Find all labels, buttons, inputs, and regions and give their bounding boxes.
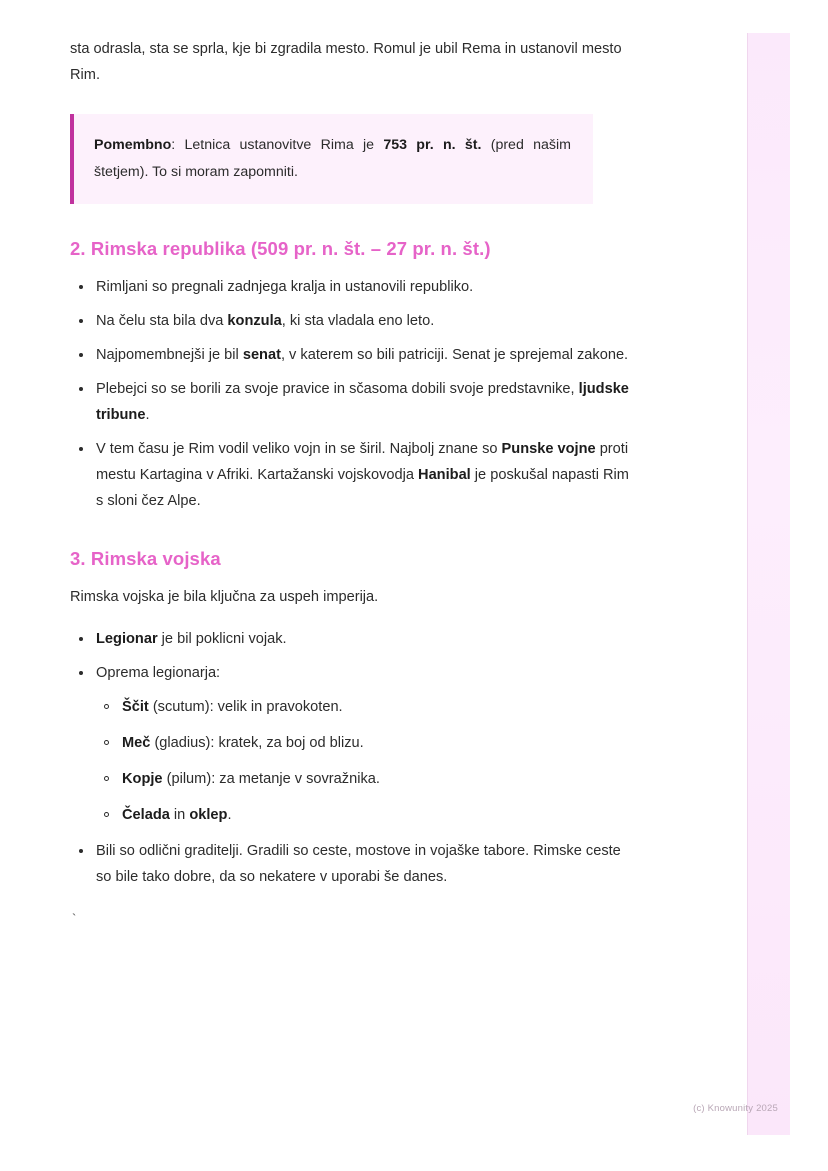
inline-text: (pilum): za metanje v sovražnika. xyxy=(162,771,380,787)
decorative-side-strip xyxy=(747,33,790,1135)
inline-text: Na čelu sta bila dva xyxy=(96,313,228,329)
inline-text: in xyxy=(169,807,190,823)
callout-text xyxy=(94,132,571,186)
sub-list-item xyxy=(96,694,640,720)
callout-highlight: 753 pr. n. št. xyxy=(383,137,482,153)
inline-text: Rimljani so pregnali zadnjega kralja in ustanovili republiko. xyxy=(96,279,474,295)
inline-text: je bil poklicni vojak. xyxy=(157,631,287,647)
intro-paragraph: sta odrasla, sta se sprla, kje bi zgradila mesto. Romul je ubil Rema in ustanovil mesto Rim. xyxy=(70,41,622,83)
inline-text: (scutum): velik in pravokoten. xyxy=(148,699,343,715)
sub-list-item xyxy=(96,802,640,828)
list-item xyxy=(70,436,640,514)
emphasis-text: oklep xyxy=(189,807,228,823)
callout-text-after: (pred našim štetjem). To si moram zapomniti. xyxy=(94,137,571,180)
section-intro-paragraph: Rimska vojska je bila ključna za uspeh imperija. xyxy=(70,589,379,605)
inline-text: , v katerem so bili patriciji. Senat je sprejemal zakone. xyxy=(280,347,629,363)
inline-text: (gladius): kratek, za boj od blizu. xyxy=(150,735,364,751)
section-heading: 2. Rimska republika (509 pr. n. št. – 27 pr. n. št.) xyxy=(70,238,491,259)
emphasis-text: Ščit xyxy=(122,699,149,715)
list-item xyxy=(70,626,640,652)
list-item xyxy=(70,308,640,334)
emphasis-text: Čelada xyxy=(122,807,170,823)
sub-list-item xyxy=(96,766,640,792)
inline-text: proti mestu Kartagina v Afriki. Kartažanski vojskovodja xyxy=(96,441,629,483)
stray-mark: ` xyxy=(72,911,77,926)
callout-label: Pomembno xyxy=(94,137,172,153)
document-content xyxy=(70,36,640,926)
emphasis-text: Kopje xyxy=(122,771,163,787)
emphasis-text: Punske vojne xyxy=(501,441,596,457)
emphasis-text: Legionar xyxy=(96,631,158,647)
inline-text: Oprema legionarja: xyxy=(96,665,221,681)
list-item xyxy=(70,660,640,828)
sections-container xyxy=(70,238,640,890)
inline-text: Najpomembnejši je bil xyxy=(96,347,243,363)
list-item xyxy=(70,274,640,300)
inline-text: V tem času je Rim vodil veliko vojn in se širil. Najbolj znane so xyxy=(96,441,502,457)
bullet-list xyxy=(70,274,640,514)
inline-text: je poskušal napasti Rim s sloni čez Alpe. xyxy=(96,467,629,509)
list-item xyxy=(70,838,640,890)
sub-bullet-list xyxy=(96,694,640,828)
inline-text: . xyxy=(145,407,150,423)
list-item xyxy=(70,342,640,368)
footer-credit: (c) Knowunity 2025 xyxy=(693,1103,778,1114)
callout-text-before: : Letnica ustanovitve Rima je xyxy=(171,137,384,153)
sub-list-item xyxy=(96,730,640,756)
inline-text: . xyxy=(227,807,232,823)
important-callout xyxy=(70,114,593,204)
bullet-list xyxy=(70,626,640,890)
emphasis-text: ljudske tribune xyxy=(96,381,629,423)
section-heading: 3. Rimska vojska xyxy=(70,548,221,569)
emphasis-text: konzula xyxy=(227,313,282,329)
emphasis-text: Meč xyxy=(122,735,151,751)
inline-text: , ki sta vladala eno leto. xyxy=(281,313,435,329)
emphasis-text: senat xyxy=(242,347,281,363)
list-item xyxy=(70,376,640,428)
inline-text: Bili so odlični graditelji. Gradili so ceste, mostove in vojaške tabore. Rimske ceste so bile tako dobre, da so nekatere v uporabi še danes. xyxy=(96,843,621,885)
emphasis-text: Hanibal xyxy=(418,467,471,483)
inline-text: Plebejci so se borili za svoje pravice in sčasoma dobili svoje predstavnike, xyxy=(96,381,579,397)
